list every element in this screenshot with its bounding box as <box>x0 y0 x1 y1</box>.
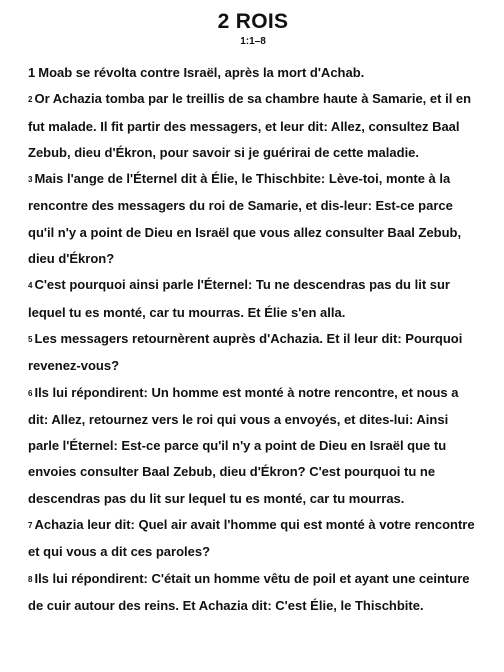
verse-2 <box>28 86 478 166</box>
book-title: 2 ROIS <box>217 10 289 33</box>
verse-7 <box>28 512 478 566</box>
verse-number: 7 <box>28 521 33 531</box>
verse-text: Ils lui répondirent: C'était un homme vêtu de poil et ayant une ceinture de cuir autour des reins. Et Achazia dit: C'est Élie, le Thischbite. <box>28 570 470 613</box>
verse-text: Mais l'ange de l'Éternel dit à Élie, le Thischbite: Lève-toi, monte à la rencontre des messagers du roi de Samarie, et dis-leur: Est-ce parce qu'il n'y a point de Dieu en Israël que vous allez consulter Baal Zebub, dieu d'Ékron? <box>28 171 462 267</box>
verse-1 <box>28 60 478 86</box>
verse-number: 1 <box>28 65 36 80</box>
verse-number: 3 <box>28 175 33 185</box>
verse-text: Ils lui répondirent: Un homme est monté à notre rencontre, et nous a dit: Allez, retournez vers le roi qui vous a envoyés, et dites-lui: Ainsi parle l'Éternel: Est-ce parce qu'il n'y a point de Dieu en Israël que tu envoies consulter Baal Zebub, dieu d'Ékron? C'est pourquoi tu ne descendras pas du lit sur lequel tu es monté, car tu mourras. <box>28 384 459 506</box>
verse-number: 6 <box>28 388 33 398</box>
verse-text: Or Achazia tomba par le treillis de sa chambre haute à Samarie, et il en fut malade. Il fit partir des messagers, et leur dit: Allez, consultez Baal Zebub, dieu d'Ékron, pour savoir si je guérirai de cette maladie. <box>28 91 472 160</box>
verse-text: Les messagers retournèrent auprès d'Achazia. Et il leur dit: Pourquoi revenez-vous? <box>28 330 463 374</box>
verse-3 <box>28 166 478 272</box>
verse-text: Moab se révolta contre Israël, après la mort d'Achab. <box>38 65 365 80</box>
verse-5 <box>28 326 478 380</box>
verse-number: 8 <box>28 574 33 584</box>
chapter-reference: 1:1–8 <box>240 36 266 47</box>
verse-8 <box>28 566 478 620</box>
verse-list <box>28 60 478 619</box>
verse-number: 2 <box>28 95 33 105</box>
verse-text: Achazia leur dit: Quel air avait l'homme qui est monté à votre rencontre et qui vous a dit ces paroles? <box>28 517 475 560</box>
verse-4 <box>28 272 478 326</box>
verse-6 <box>28 380 478 512</box>
verse-text: C'est pourquoi ainsi parle l'Éternel: Tu ne descendras pas du lit sur lequel tu es monté, car tu mourras. Et Élie s'en alla. <box>28 277 450 320</box>
verse-number: 4 <box>28 281 33 291</box>
verse-number: 5 <box>28 334 33 344</box>
